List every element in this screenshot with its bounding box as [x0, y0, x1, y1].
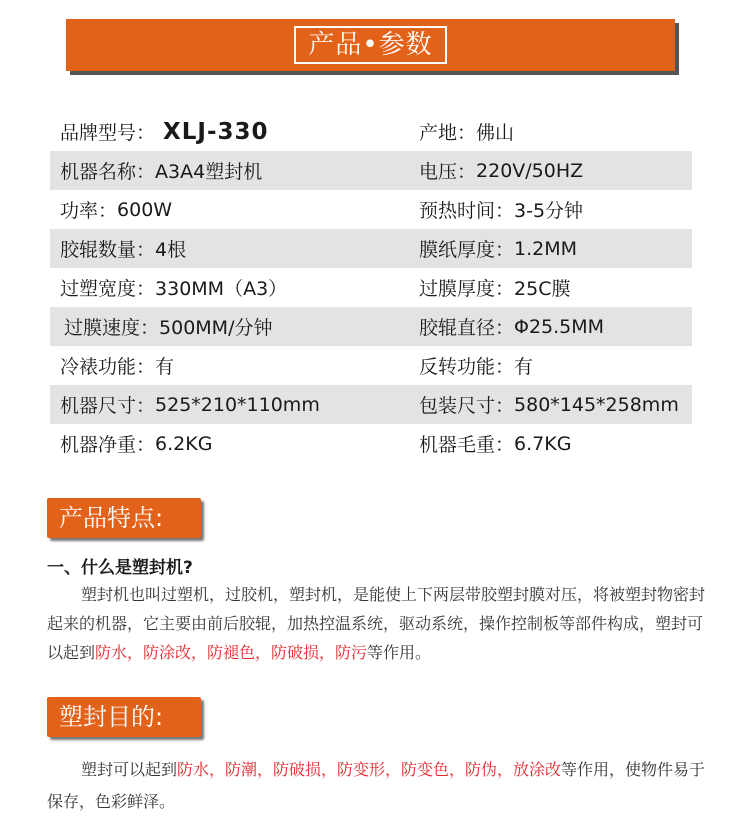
spec-cell-right	[419, 430, 692, 457]
spec-cell-left	[50, 313, 419, 340]
spec-row	[50, 346, 692, 385]
spec-label: 过膜速度：	[64, 317, 160, 339]
model-value: XLJ-330	[163, 118, 269, 145]
spec-value: 6.2KG	[155, 432, 213, 455]
spec-value: 525*210*110mm	[155, 393, 320, 416]
purpose-paragraph	[47, 754, 717, 818]
spec-label: 胶辊数量：	[60, 239, 156, 261]
banner-bar	[66, 19, 675, 71]
spec-cell-right	[419, 274, 692, 301]
spec-value: A3A4塑封机	[155, 161, 263, 183]
paragraph-text: 塑封可以起到	[81, 760, 178, 779]
spec-value: 580*145*258mm	[514, 393, 679, 416]
spec-value: 25C膜	[514, 278, 571, 300]
features-tag: 产品特点:	[47, 498, 201, 538]
spec-value: 1.2MM	[514, 237, 578, 260]
spec-label: 功率：	[60, 200, 118, 222]
highlighted-text: 防水，防潮，防破损，防变形，防变色，防伪，放涂改	[177, 760, 562, 779]
paragraph-text: 塑封机也叫过塑机，过胶机，塑封机，是能使上下两层带胶塑封膜对压，将被塑封物密封起来的机器，它主要由前后胶辊，加热控温系统，驱动系统，操作控制板等部件构成，塑封可以起到	[47, 585, 706, 662]
spec-value: 600W	[117, 198, 173, 221]
spec-cell-left	[50, 235, 419, 262]
spec-label: 机器名称：	[60, 161, 156, 183]
spec-label: 预热时间：	[419, 200, 515, 222]
spec-cell-right	[419, 196, 692, 223]
spec-label: 机器毛重：	[419, 434, 515, 456]
purpose-tag: 塑封目的:	[47, 697, 201, 737]
spec-cell-left	[50, 157, 419, 184]
spec-cell-right	[419, 391, 692, 418]
spec-value: 有	[155, 356, 175, 378]
spec-label: 反转功能：	[419, 356, 515, 378]
spec-value: Φ25.5MM	[514, 315, 605, 338]
paragraph-text: 等作用。	[367, 643, 432, 662]
spec-row	[50, 307, 692, 346]
spec-label: 膜纸厚度：	[419, 239, 515, 261]
spec-value: 有	[514, 356, 534, 378]
spec-label: 机器尺寸：	[60, 395, 156, 417]
spec-cell-left	[50, 352, 419, 379]
features-paragraph	[47, 580, 717, 667]
spec-row	[50, 385, 692, 424]
spec-label: 冷裱功能：	[60, 356, 156, 378]
spec-cell-left	[50, 430, 419, 457]
spec-value: 3-5分钟	[514, 200, 584, 222]
spec-cell-left	[50, 391, 419, 418]
spec-row	[50, 190, 692, 229]
spec-value: 330MM（A3）	[155, 278, 288, 300]
spec-row	[50, 151, 692, 190]
highlighted-text: 防水，防涂改，防褪色，防破损，防污	[95, 643, 368, 662]
spec-label: 品牌型号：	[60, 122, 156, 144]
spec-label: 过膜厚度：	[419, 278, 515, 300]
spec-label: 过塑宽度：	[60, 278, 156, 300]
spec-cell-left	[50, 196, 419, 223]
spec-label: 电压：	[419, 161, 477, 183]
spec-row	[50, 229, 692, 268]
spec-cell-right	[419, 313, 692, 340]
question-heading: 一、什么是塑封机?	[47, 558, 193, 578]
spec-cell-right	[419, 352, 692, 379]
spec-cell-right	[419, 235, 692, 262]
spec-row	[50, 112, 692, 151]
spec-row	[50, 268, 692, 307]
spec-table	[50, 112, 692, 463]
spec-value: 220V/50HZ	[476, 159, 584, 182]
spec-label: 产地：	[419, 122, 477, 144]
spec-label: 包装尺寸：	[419, 395, 515, 417]
spec-row	[50, 424, 692, 463]
spec-cell-right	[419, 118, 692, 145]
spec-value: 500MM/分钟	[159, 317, 273, 339]
spec-cell-right	[419, 157, 692, 184]
spec-label: 机器净重：	[60, 434, 156, 456]
spec-cell-left	[50, 118, 419, 145]
spec-value: 4根	[155, 239, 187, 261]
spec-label: 胶辊直径：	[419, 317, 515, 339]
banner-title: 产品•参数	[294, 26, 446, 64]
spec-value: 6.7KG	[514, 432, 572, 455]
paragraph-text: 等作用，使物件易于保存，色彩鲜泽。	[47, 760, 706, 811]
spec-value: 佛山	[476, 122, 515, 144]
spec-cell-left	[50, 274, 419, 301]
section-banner	[66, 19, 675, 71]
